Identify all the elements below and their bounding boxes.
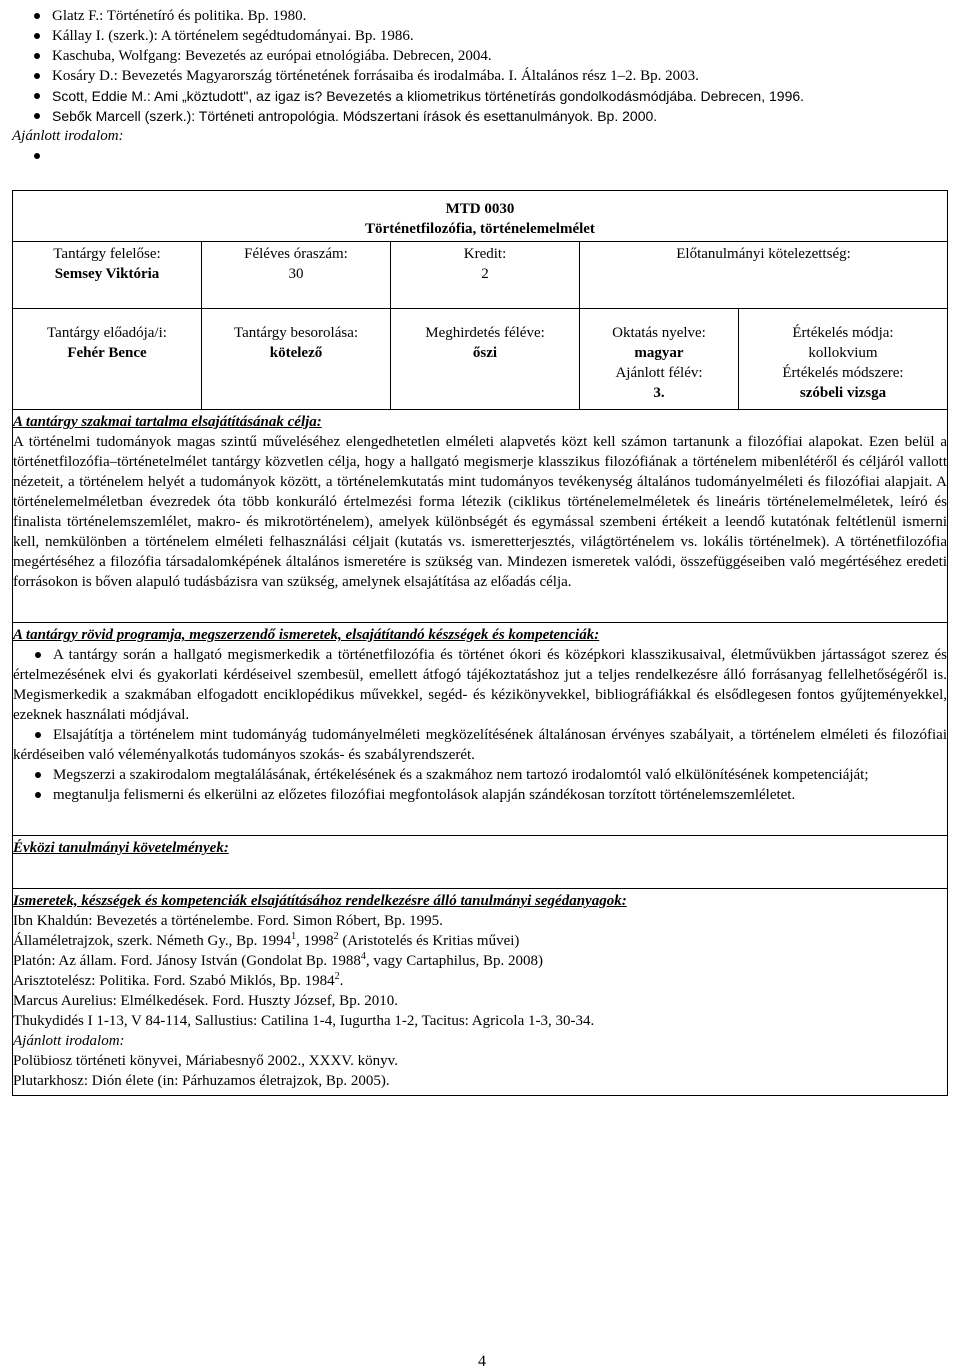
responsible-label: Tantárgy felelőse: bbox=[53, 246, 161, 262]
reference-item: Kaschuba, Wolfgang: Bevezetés az európai etnológiába. Debrecen, 2004. bbox=[12, 46, 948, 66]
language-cell bbox=[580, 309, 739, 410]
program-item: megtanulja felismerni és elkerülni az előzetes filozófiai megfontolások alapján szándékosan torzított történelemszemléletet. bbox=[13, 785, 947, 805]
credit-value: 2 bbox=[481, 266, 489, 282]
subject-info-table bbox=[12, 190, 948, 1096]
category-label: Tantárgy besorolása: bbox=[233, 325, 359, 341]
responsible-value: Semsey Viktória bbox=[54, 266, 160, 282]
material-item: Államéletrajzok, szerk. Németh Gy., Bp. 1994$^1$, 1998$^2$ (Aristotelés és Kritias művei) bbox=[13, 931, 520, 949]
material-item: Ibn Khaldún: Bevezetés a történelembe. Ford. Simon Róbert, Bp. 1995. bbox=[13, 913, 443, 929]
hours-value: 30 bbox=[288, 266, 304, 282]
semester-cell bbox=[391, 309, 580, 410]
evaluation-value: kollokvium bbox=[808, 345, 878, 361]
semester-value: őszi bbox=[472, 345, 498, 361]
empty-bullet-item bbox=[12, 146, 948, 170]
recommended-item: Polübiosz történeti könyvei, Máriabesnyő 2002., XXXV. könyv. bbox=[13, 1053, 398, 1069]
prereq-label: Előtanulmányi kötelezettség: bbox=[676, 246, 851, 262]
top-reference-list bbox=[12, 6, 948, 126]
aim-heading: A tantárgy szakmai tartalma elsajátításának célja: bbox=[13, 414, 322, 430]
program-item: A tantárgy során a hallgató megismerkedik a történetfilozófia és történet ókori és középkori klasszikusaival, életművükben jártasságot szerez és értelmezésének elvi és gyakorlati kérdéseivel szembesül, emellett átfogó tájékoztatáshoz jut a teljes rendelkezésre álló forrásanyag fellelhetőségéről is. Megismerkedik a szakmában elfogadott enciklopédikus művekkel, segéd- és kézikönyvekkel, bibliográfiákkal és elsődlegesen fontos gyűjteményekkel, ezeknek használati módjával. bbox=[13, 647, 947, 723]
category-cell bbox=[202, 309, 391, 410]
material-item: Marcus Aurelius: Elmélkedések. Ford. Huszty József, Bp. 2010. bbox=[13, 993, 398, 1009]
language-value: magyar bbox=[634, 345, 684, 361]
material-item: Platón: Az állam. Ford. Jánosy István (Gondolat Bp. 1988$^4$, vagy Cartaphilus, Bp. 2008) bbox=[13, 951, 543, 969]
prereq-cell bbox=[580, 242, 948, 309]
program-heading: A tantárgy rövid programja, megszerzendő ismeretek, elsajátítandó készségek és kompetenciák: bbox=[13, 627, 600, 643]
subject-header-cell bbox=[13, 191, 948, 242]
program-cell bbox=[13, 623, 948, 836]
empty-bullet-list bbox=[12, 146, 948, 170]
recommended-semester-label: Ajánlott félév: bbox=[615, 365, 703, 381]
materials-cell bbox=[13, 889, 948, 1096]
reference-item: Kállay I. (szerk.): A történelem segédtudományai. Bp. 1986. bbox=[12, 26, 948, 46]
semester-label: Meghirdetés féléve: bbox=[425, 325, 545, 341]
recommended-reading-label: Ajánlott irodalom: bbox=[13, 1033, 125, 1049]
page-number: 4 bbox=[478, 1353, 486, 1370]
recommended-item: Plutarkhosz: Dión élete (in: Párhuzamos életrajzok, Bp. 2005). bbox=[13, 1073, 390, 1089]
evaluation-method-label: Értékelés módszere: bbox=[782, 365, 904, 381]
recommended-semester-value: 3. bbox=[653, 385, 665, 401]
credit-cell bbox=[391, 242, 580, 309]
subject-title: Történetfilozófia, történelemelmélet bbox=[365, 221, 595, 237]
requirements-heading: Évközi tanulmányi követelmények: bbox=[13, 840, 229, 856]
language-label: Oktatás nyelve: bbox=[612, 325, 706, 341]
aim-text: A történelmi tudományok magas szintű műveléséhez elengedhetetlen elméleti alapvetés közt kell számon tartanunk a filozófiai alapokat. Ezen belül a történetfilozófia–történetelmélet tantárgy közvetlen célja, hogy a hallgató megismerje klasszikus filozófiának a történelem mibenlétéről és céljáról vallott nézeteit, a történelem helyét a tudományok között, a történelemkutatás mint tudományos tevékenység általános tudományelméleti és filozófiai alapjait. A történelemelméletban évezredek óta több konkuráló értelmezési forma létezik (ciklikus történelemelméletek és lineáris történelemelméletek, leíró és finalista történelemszemlélet, makro- és mikrotörténelem), amelyek különbségét és egymással szembeni értékeit a leendő kutatónak feltétlenül ismerni kell, nemkülönben a történelem elméleti felhasználási céljait (kutatás vs. ismeretterjesztés, világtörténelem vs. lokális történelmek). A történetfilozófia megértéséhez a filozófia társadalomképének általános ismeretére is szükség van. Mindezen ismeretek valódi, összefüggéseiben való megértéséhez eredeti forrásokon is bőven alapuló tudásbázisra van szükség, amelynek elsajátítása az előadás célja. bbox=[13, 434, 947, 590]
reference-item: Scott, Eddie M.: Ami „köztudott", az igaz is? Bevezetés a kliometrikus történetírás gondolkodásmódjába. Debrecen, 1996. bbox=[12, 86, 948, 106]
category-value: kötelező bbox=[269, 345, 323, 361]
program-item: Elsajátítja a történelem mint tudományág tudományelméleti megközelítésének általánosan érvényes szabályait, a történelem elméleti és filozófiai kérdéseiben való véleményalkotás tudományos szokás- és szabályrendszerét. bbox=[13, 727, 947, 763]
recommended-reading-label: Ajánlott irodalom: bbox=[12, 128, 124, 144]
responsible-cell bbox=[13, 242, 202, 309]
evaluation-cell bbox=[739, 309, 948, 410]
program-item: Megszerzi a szakirodalom megtalálásának, értékelésének és a szakmához nem tartozó irodalomtól való elkülönítésének kompetenciáját; bbox=[13, 765, 947, 785]
hours-cell bbox=[202, 242, 391, 309]
requirements-cell bbox=[13, 836, 948, 889]
lecturer-cell bbox=[13, 309, 202, 410]
hours-label: Féléves óraszám: bbox=[244, 246, 348, 262]
credit-label: Kredit: bbox=[463, 246, 507, 262]
program-list bbox=[13, 645, 947, 805]
material-item: Thukydidés I 1-13, V 84-114, Sallustius: Catilina 1-4, Iugurtha 1-2, Tacitus: Agricola 1-3, 30-34. bbox=[13, 1013, 595, 1029]
reference-item: Kosáry D.: Bevezetés Magyarország történetének forrásaiba és irodalmába. I. Általános rész 1–2. Bp. 2003. bbox=[12, 66, 948, 86]
materials-heading: Ismeretek, készségek és kompetenciák elsajátításához rendelkezésre álló tanulmányi segédanyagok: bbox=[13, 893, 627, 909]
subject-code: MTD 0030 bbox=[445, 201, 515, 217]
aim-cell bbox=[13, 410, 948, 623]
evaluation-method-value: szóbeli vizsga bbox=[799, 385, 887, 401]
evaluation-label: Értékelés módja: bbox=[792, 325, 894, 341]
lecturer-value: Fehér Bence bbox=[67, 345, 147, 361]
material-item: Arisztotelész: Politika. Ford. Szabó Miklós, Bp. 1984$^2$. bbox=[13, 971, 344, 989]
document-page bbox=[12, 6, 948, 1096]
reference-item: Glatz F.: Történetíró és politika. Bp. 1980. bbox=[12, 6, 948, 26]
lecturer-label: Tantárgy előadója/i: bbox=[47, 325, 167, 341]
reference-item: Sebők Marcell (szerk.): Történeti antropológia. Módszertani írások és esettanulmányok. Bp. 2000. bbox=[12, 106, 948, 126]
